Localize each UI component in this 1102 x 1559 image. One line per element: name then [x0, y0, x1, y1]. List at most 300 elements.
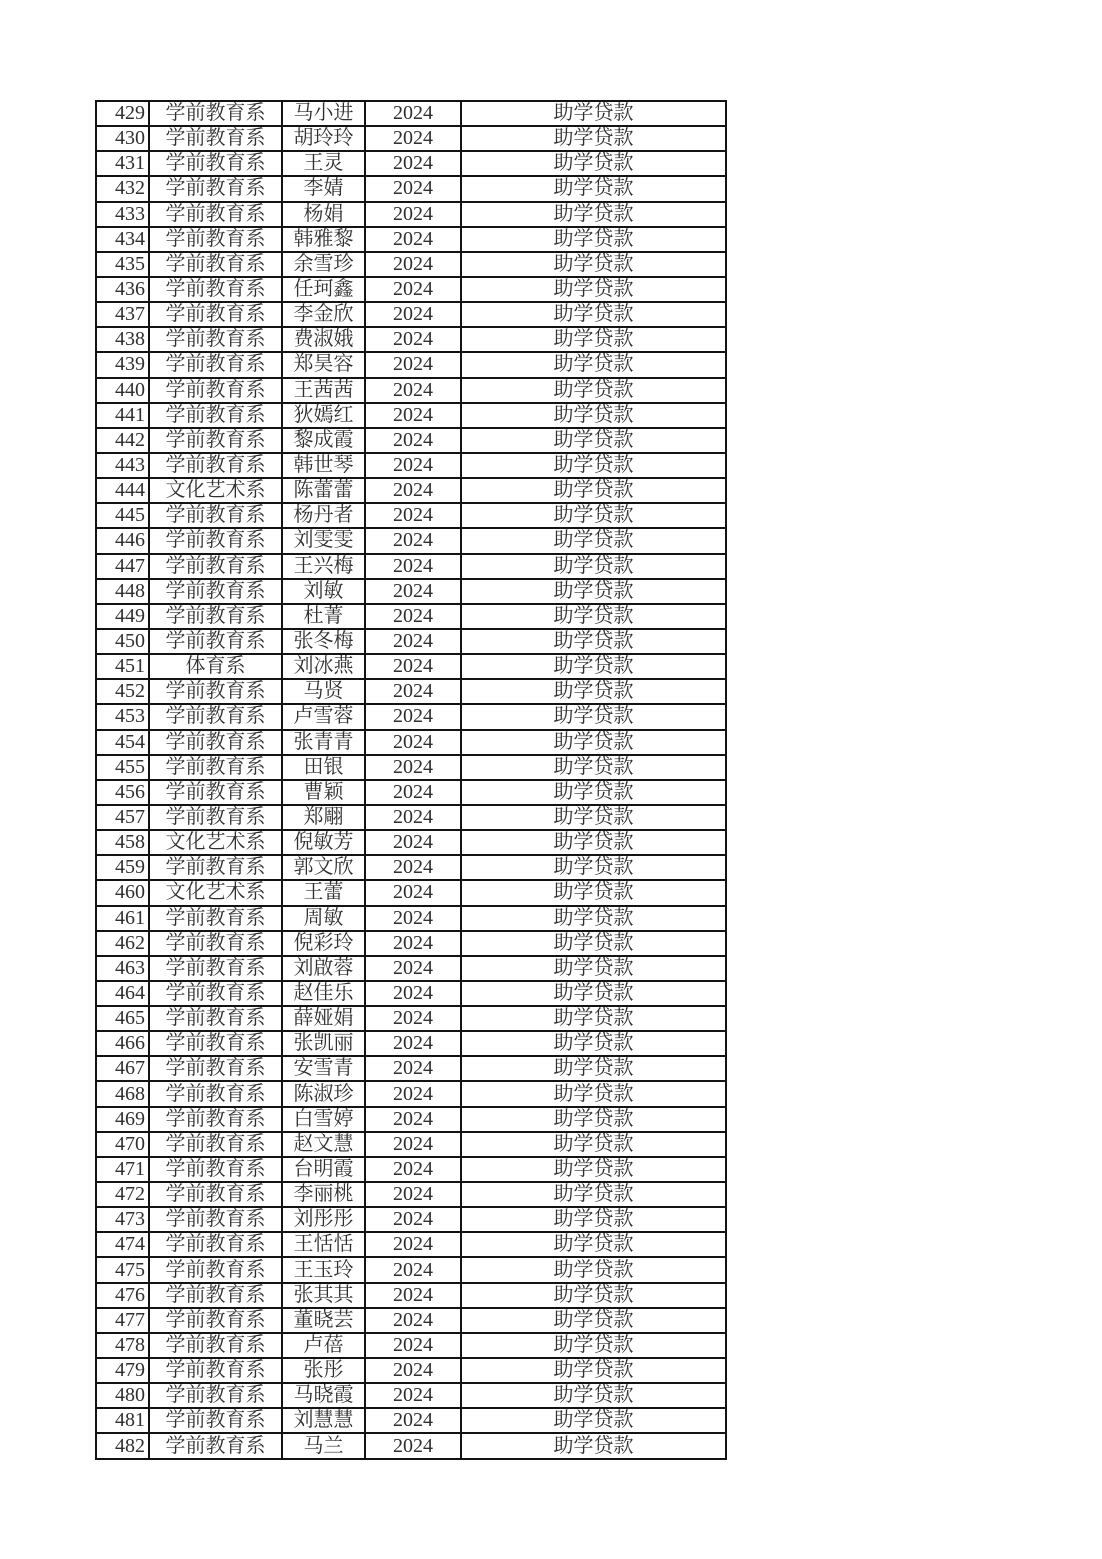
table-row: [96, 855, 726, 880]
row-number-cell: 451: [96, 654, 149, 679]
funding-type-cell: 助学贷款: [461, 1182, 726, 1207]
department-cell: 学前教育系: [149, 1157, 282, 1182]
table-row: [96, 428, 726, 453]
funding-type-cell: 助学贷款: [461, 126, 726, 151]
funding-type-cell: 助学贷款: [461, 1207, 726, 1232]
table-row: [96, 478, 726, 503]
row-number-cell: 473: [96, 1207, 149, 1232]
row-number-cell: 465: [96, 1006, 149, 1031]
year-cell: 2024: [365, 503, 461, 528]
table-row: [96, 1283, 726, 1308]
table-row: [96, 1157, 726, 1182]
row-number-cell: 479: [96, 1358, 149, 1383]
table-row: [96, 151, 726, 176]
department-cell: 学前教育系: [149, 1383, 282, 1408]
department-cell: 学前教育系: [149, 704, 282, 729]
row-number-cell: 432: [96, 176, 149, 201]
funding-type-cell: 助学贷款: [461, 931, 726, 956]
row-number-cell: 445: [96, 503, 149, 528]
funding-type-cell: 助学贷款: [461, 327, 726, 352]
student-name-cell: 刘啟蓉: [282, 956, 365, 981]
table-row: [96, 1333, 726, 1358]
funding-type-cell: 助学贷款: [461, 679, 726, 704]
funding-type-cell: 助学贷款: [461, 805, 726, 830]
department-cell: 学前教育系: [149, 579, 282, 604]
year-cell: 2024: [365, 906, 461, 931]
department-cell: 文化艺术系: [149, 830, 282, 855]
funding-type-cell: 助学贷款: [461, 704, 726, 729]
department-cell: 学前教育系: [149, 126, 282, 151]
department-cell: 学前教育系: [149, 1182, 282, 1207]
funding-type-cell: 助学贷款: [461, 202, 726, 227]
funding-type-cell: 助学贷款: [461, 453, 726, 478]
loan-table-body: [96, 101, 726, 1459]
student-name-cell: 张冬梅: [282, 629, 365, 654]
student-name-cell: 任珂鑫: [282, 277, 365, 302]
row-number-cell: 429: [96, 101, 149, 126]
row-number-cell: 481: [96, 1408, 149, 1433]
year-cell: 2024: [365, 327, 461, 352]
table-row: [96, 1132, 726, 1157]
student-name-cell: 李婧: [282, 176, 365, 201]
department-cell: 学前教育系: [149, 1207, 282, 1232]
department-cell: 学前教育系: [149, 679, 282, 704]
funding-type-cell: 助学贷款: [461, 906, 726, 931]
student-name-cell: 陈淑珍: [282, 1081, 365, 1106]
table-row: [96, 227, 726, 252]
funding-type-cell: 助学贷款: [461, 1081, 726, 1106]
row-number-cell: 478: [96, 1333, 149, 1358]
year-cell: 2024: [365, 227, 461, 252]
department-cell: 学前教育系: [149, 956, 282, 981]
student-name-cell: 王玉玲: [282, 1257, 365, 1282]
year-cell: 2024: [365, 956, 461, 981]
table-row: [96, 1056, 726, 1081]
funding-type-cell: 助学贷款: [461, 654, 726, 679]
funding-type-cell: 助学贷款: [461, 554, 726, 579]
year-cell: 2024: [365, 1283, 461, 1308]
row-number-cell: 448: [96, 579, 149, 604]
table-row: [96, 1308, 726, 1333]
department-cell: 学前教育系: [149, 1433, 282, 1459]
department-cell: 学前教育系: [149, 1333, 282, 1358]
student-name-cell: 刘雯雯: [282, 528, 365, 553]
department-cell: 学前教育系: [149, 855, 282, 880]
table-row: [96, 579, 726, 604]
department-cell: 学前教育系: [149, 1308, 282, 1333]
funding-type-cell: 助学贷款: [461, 478, 726, 503]
row-number-cell: 474: [96, 1232, 149, 1257]
department-cell: 学前教育系: [149, 780, 282, 805]
student-name-cell: 李金欣: [282, 302, 365, 327]
funding-type-cell: 助学贷款: [461, 528, 726, 553]
table-row: [96, 176, 726, 201]
department-cell: 体育系: [149, 654, 282, 679]
student-name-cell: 马晓霞: [282, 1383, 365, 1408]
funding-type-cell: 助学贷款: [461, 579, 726, 604]
row-number-cell: 459: [96, 855, 149, 880]
student-name-cell: 郑昊容: [282, 352, 365, 377]
funding-type-cell: 助学贷款: [461, 730, 726, 755]
department-cell: 文化艺术系: [149, 880, 282, 905]
table-row: [96, 403, 726, 428]
row-number-cell: 467: [96, 1056, 149, 1081]
row-number-cell: 457: [96, 805, 149, 830]
year-cell: 2024: [365, 805, 461, 830]
student-name-cell: 郑翢: [282, 805, 365, 830]
funding-type-cell: 助学贷款: [461, 252, 726, 277]
year-cell: 2024: [365, 151, 461, 176]
department-cell: 学前教育系: [149, 1132, 282, 1157]
year-cell: 2024: [365, 1308, 461, 1333]
department-cell: 学前教育系: [149, 1358, 282, 1383]
row-number-cell: 453: [96, 704, 149, 729]
table-row: [96, 1383, 726, 1408]
year-cell: 2024: [365, 554, 461, 579]
table-row: [96, 327, 726, 352]
student-name-cell: 王茜茜: [282, 378, 365, 403]
year-cell: 2024: [365, 403, 461, 428]
student-name-cell: 刘慧慧: [282, 1408, 365, 1433]
student-name-cell: 曹颖: [282, 780, 365, 805]
student-name-cell: 王恬恬: [282, 1232, 365, 1257]
funding-type-cell: 助学贷款: [461, 302, 726, 327]
year-cell: 2024: [365, 378, 461, 403]
row-number-cell: 468: [96, 1081, 149, 1106]
funding-type-cell: 助学贷款: [461, 403, 726, 428]
department-cell: 学前教育系: [149, 805, 282, 830]
student-name-cell: 费淑娥: [282, 327, 365, 352]
row-number-cell: 466: [96, 1031, 149, 1056]
funding-type-cell: 助学贷款: [461, 1433, 726, 1459]
student-name-cell: 董晓芸: [282, 1308, 365, 1333]
student-name-cell: 薛娅娟: [282, 1006, 365, 1031]
table-row: [96, 1232, 726, 1257]
department-cell: 学前教育系: [149, 176, 282, 201]
student-name-cell: 王兴梅: [282, 554, 365, 579]
student-name-cell: 韩世琴: [282, 453, 365, 478]
year-cell: 2024: [365, 428, 461, 453]
table-row: [96, 1433, 726, 1459]
department-cell: 学前教育系: [149, 730, 282, 755]
year-cell: 2024: [365, 1358, 461, 1383]
year-cell: 2024: [365, 1157, 461, 1182]
funding-type-cell: 助学贷款: [461, 1257, 726, 1282]
funding-type-cell: 助学贷款: [461, 629, 726, 654]
year-cell: 2024: [365, 1232, 461, 1257]
student-name-cell: 马贤: [282, 679, 365, 704]
student-name-cell: 杨丹者: [282, 503, 365, 528]
table-row: [96, 906, 726, 931]
row-number-cell: 449: [96, 604, 149, 629]
table-row: [96, 1408, 726, 1433]
funding-type-cell: 助学贷款: [461, 277, 726, 302]
table-row: [96, 503, 726, 528]
row-number-cell: 434: [96, 227, 149, 252]
student-name-cell: 韩雅黎: [282, 227, 365, 252]
row-number-cell: 440: [96, 378, 149, 403]
year-cell: 2024: [365, 679, 461, 704]
year-cell: 2024: [365, 478, 461, 503]
row-number-cell: 450: [96, 629, 149, 654]
student-name-cell: 狄嫣红: [282, 403, 365, 428]
table-row: [96, 1358, 726, 1383]
student-name-cell: 刘敏: [282, 579, 365, 604]
department-cell: 学前教育系: [149, 1006, 282, 1031]
department-cell: 学前教育系: [149, 1232, 282, 1257]
department-cell: 学前教育系: [149, 428, 282, 453]
department-cell: 学前教育系: [149, 277, 282, 302]
year-cell: 2024: [365, 176, 461, 201]
table-row: [96, 202, 726, 227]
student-name-cell: 倪敏芳: [282, 830, 365, 855]
student-name-cell: 陈蕾蕾: [282, 478, 365, 503]
table-row: [96, 528, 726, 553]
year-cell: 2024: [365, 1006, 461, 1031]
year-cell: 2024: [365, 730, 461, 755]
row-number-cell: 431: [96, 151, 149, 176]
year-cell: 2024: [365, 1383, 461, 1408]
year-cell: 2024: [365, 1132, 461, 1157]
table-row: [96, 956, 726, 981]
year-cell: 2024: [365, 1107, 461, 1132]
table-row: [96, 1107, 726, 1132]
funding-type-cell: 助学贷款: [461, 1006, 726, 1031]
funding-type-cell: 助学贷款: [461, 855, 726, 880]
year-cell: 2024: [365, 579, 461, 604]
funding-type-cell: 助学贷款: [461, 880, 726, 905]
funding-type-cell: 助学贷款: [461, 1358, 726, 1383]
table-row: [96, 126, 726, 151]
year-cell: 2024: [365, 352, 461, 377]
table-row: [96, 1257, 726, 1282]
funding-type-cell: 助学贷款: [461, 604, 726, 629]
row-number-cell: 458: [96, 830, 149, 855]
year-cell: 2024: [365, 453, 461, 478]
student-name-cell: 张凯丽: [282, 1031, 365, 1056]
student-name-cell: 李丽桃: [282, 1182, 365, 1207]
funding-type-cell: 助学贷款: [461, 352, 726, 377]
department-cell: 学前教育系: [149, 252, 282, 277]
year-cell: 2024: [365, 1408, 461, 1433]
funding-type-cell: 助学贷款: [461, 780, 726, 805]
year-cell: 2024: [365, 101, 461, 126]
table-row: [96, 931, 726, 956]
table-row: [96, 604, 726, 629]
student-name-cell: 周敏: [282, 906, 365, 931]
funding-type-cell: 助学贷款: [461, 1157, 726, 1182]
department-cell: 学前教育系: [149, 604, 282, 629]
funding-type-cell: 助学贷款: [461, 227, 726, 252]
student-name-cell: 刘冰燕: [282, 654, 365, 679]
table-row: [96, 1081, 726, 1106]
student-name-cell: 田银: [282, 755, 365, 780]
student-name-cell: 黎成霞: [282, 428, 365, 453]
department-cell: 学前教育系: [149, 1031, 282, 1056]
student-name-cell: 马小进: [282, 101, 365, 126]
year-cell: 2024: [365, 202, 461, 227]
row-number-cell: 471: [96, 1157, 149, 1182]
year-cell: 2024: [365, 126, 461, 151]
student-name-cell: 杨娟: [282, 202, 365, 227]
row-number-cell: 461: [96, 906, 149, 931]
row-number-cell: 446: [96, 528, 149, 553]
table-row: [96, 629, 726, 654]
row-number-cell: 447: [96, 554, 149, 579]
funding-type-cell: 助学贷款: [461, 1283, 726, 1308]
funding-type-cell: 助学贷款: [461, 1408, 726, 1433]
table-row: [96, 679, 726, 704]
row-number-cell: 433: [96, 202, 149, 227]
row-number-cell: 470: [96, 1132, 149, 1157]
student-name-cell: 刘彤彤: [282, 1207, 365, 1232]
year-cell: 2024: [365, 755, 461, 780]
table-row: [96, 780, 726, 805]
student-name-cell: 张其其: [282, 1283, 365, 1308]
funding-type-cell: 助学贷款: [461, 503, 726, 528]
department-cell: 学前教育系: [149, 302, 282, 327]
department-cell: 学前教育系: [149, 101, 282, 126]
table-row: [96, 378, 726, 403]
row-number-cell: 476: [96, 1283, 149, 1308]
department-cell: 学前教育系: [149, 755, 282, 780]
table-row: [96, 730, 726, 755]
year-cell: 2024: [365, 1433, 461, 1459]
student-name-cell: 郭文欣: [282, 855, 365, 880]
row-number-cell: 435: [96, 252, 149, 277]
funding-type-cell: 助学贷款: [461, 378, 726, 403]
year-cell: 2024: [365, 1207, 461, 1232]
year-cell: 2024: [365, 981, 461, 1006]
year-cell: 2024: [365, 704, 461, 729]
student-name-cell: 张彤: [282, 1358, 365, 1383]
table-row: [96, 1006, 726, 1031]
table-row: [96, 704, 726, 729]
funding-type-cell: 助学贷款: [461, 1031, 726, 1056]
row-number-cell: 454: [96, 730, 149, 755]
department-cell: 学前教育系: [149, 453, 282, 478]
department-cell: 学前教育系: [149, 227, 282, 252]
row-number-cell: 463: [96, 956, 149, 981]
department-cell: 文化艺术系: [149, 478, 282, 503]
year-cell: 2024: [365, 780, 461, 805]
student-name-cell: 王灵: [282, 151, 365, 176]
funding-type-cell: 助学贷款: [461, 981, 726, 1006]
funding-type-cell: 助学贷款: [461, 830, 726, 855]
funding-type-cell: 助学贷款: [461, 1232, 726, 1257]
year-cell: 2024: [365, 654, 461, 679]
year-cell: 2024: [365, 604, 461, 629]
row-number-cell: 441: [96, 403, 149, 428]
student-name-cell: 台明霞: [282, 1157, 365, 1182]
row-number-cell: 469: [96, 1107, 149, 1132]
table-row: [96, 252, 726, 277]
student-loan-table: [95, 100, 727, 1460]
row-number-cell: 439: [96, 352, 149, 377]
year-cell: 2024: [365, 1031, 461, 1056]
row-number-cell: 464: [96, 981, 149, 1006]
department-cell: 学前教育系: [149, 327, 282, 352]
row-number-cell: 460: [96, 880, 149, 905]
year-cell: 2024: [365, 1182, 461, 1207]
table-row: [96, 554, 726, 579]
department-cell: 学前教育系: [149, 1081, 282, 1106]
year-cell: 2024: [365, 1333, 461, 1358]
department-cell: 学前教育系: [149, 981, 282, 1006]
row-number-cell: 437: [96, 302, 149, 327]
table-row: [96, 453, 726, 478]
department-cell: 学前教育系: [149, 554, 282, 579]
student-name-cell: 马兰: [282, 1433, 365, 1459]
year-cell: 2024: [365, 277, 461, 302]
row-number-cell: 438: [96, 327, 149, 352]
funding-type-cell: 助学贷款: [461, 176, 726, 201]
department-cell: 学前教育系: [149, 352, 282, 377]
year-cell: 2024: [365, 629, 461, 654]
table-row: [96, 1182, 726, 1207]
row-number-cell: 462: [96, 931, 149, 956]
student-name-cell: 王蕾: [282, 880, 365, 905]
table-row: [96, 755, 726, 780]
department-cell: 学前教育系: [149, 151, 282, 176]
table-row: [96, 805, 726, 830]
year-cell: 2024: [365, 880, 461, 905]
department-cell: 学前教育系: [149, 1056, 282, 1081]
row-number-cell: 443: [96, 453, 149, 478]
funding-type-cell: 助学贷款: [461, 956, 726, 981]
student-name-cell: 卢雪蓉: [282, 704, 365, 729]
row-number-cell: 456: [96, 780, 149, 805]
funding-type-cell: 助学贷款: [461, 1383, 726, 1408]
student-name-cell: 余雪珍: [282, 252, 365, 277]
department-cell: 学前教育系: [149, 906, 282, 931]
table-row: [96, 101, 726, 126]
table-row: [96, 1207, 726, 1232]
department-cell: 学前教育系: [149, 1408, 282, 1433]
row-number-cell: 482: [96, 1433, 149, 1459]
row-number-cell: 444: [96, 478, 149, 503]
department-cell: 学前教育系: [149, 503, 282, 528]
year-cell: 2024: [365, 1257, 461, 1282]
table-row: [96, 880, 726, 905]
year-cell: 2024: [365, 1056, 461, 1081]
funding-type-cell: 助学贷款: [461, 1107, 726, 1132]
row-number-cell: 475: [96, 1257, 149, 1282]
student-name-cell: 张青青: [282, 730, 365, 755]
row-number-cell: 455: [96, 755, 149, 780]
table-row: [96, 302, 726, 327]
row-number-cell: 452: [96, 679, 149, 704]
table-row: [96, 654, 726, 679]
year-cell: 2024: [365, 931, 461, 956]
row-number-cell: 430: [96, 126, 149, 151]
year-cell: 2024: [365, 1081, 461, 1106]
row-number-cell: 480: [96, 1383, 149, 1408]
funding-type-cell: 助学贷款: [461, 1132, 726, 1157]
table-row: [96, 830, 726, 855]
funding-type-cell: 助学贷款: [461, 1308, 726, 1333]
department-cell: 学前教育系: [149, 403, 282, 428]
funding-type-cell: 助学贷款: [461, 101, 726, 126]
row-number-cell: 442: [96, 428, 149, 453]
department-cell: 学前教育系: [149, 202, 282, 227]
funding-type-cell: 助学贷款: [461, 428, 726, 453]
funding-type-cell: 助学贷款: [461, 151, 726, 176]
row-number-cell: 436: [96, 277, 149, 302]
department-cell: 学前教育系: [149, 629, 282, 654]
funding-type-cell: 助学贷款: [461, 1333, 726, 1358]
department-cell: 学前教育系: [149, 1283, 282, 1308]
